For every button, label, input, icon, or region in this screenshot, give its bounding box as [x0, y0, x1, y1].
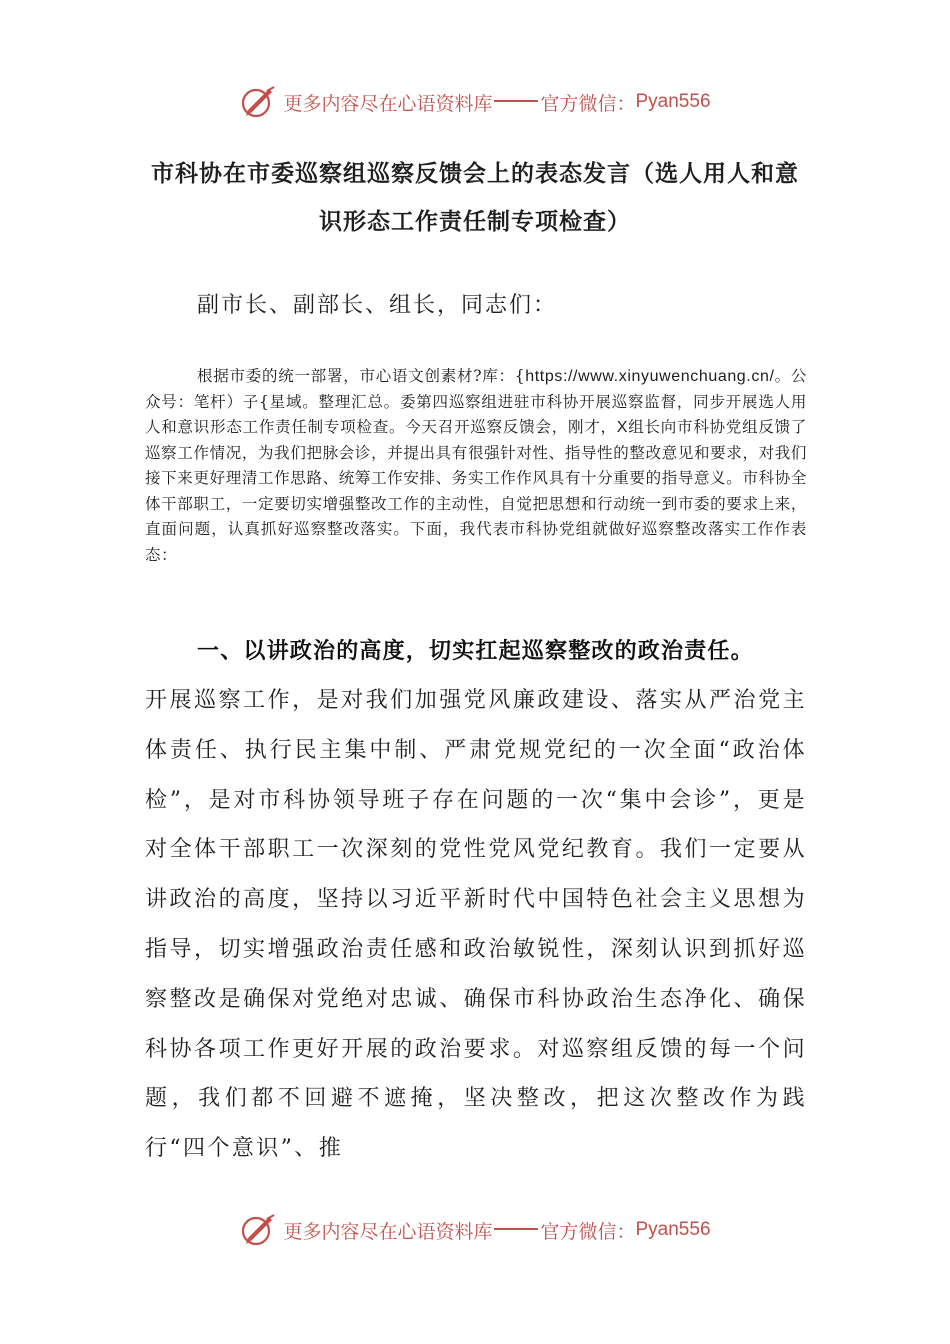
banner-contact-id: Pyan556	[635, 91, 711, 112]
section-1-heading: 一、以讲政治的高度，切实扛起巡察整改的政治责任。	[197, 638, 754, 664]
intro-text-3: 组长向市科协党组反馈了巡察工作情况，为我们把脉会诊，并提出具有很强针对性、指导性的整改意见和要求，对我们接下来更好理清工作思路、统筹工作安排、务实工作作风具有十分重要的指导意义。市科协全体干部职工，一定要切实增强整改工作的主动性，自觉把思想和行动统一到市委的要求上来，直面问题，认真抓好巡察整改落实。下面，我代表市科协党组就做好巡察整改落实工作作表态：	[145, 418, 807, 564]
intro-paragraph	[145, 364, 807, 568]
banner-main-text: 更多内容尽在心语资料库	[283, 92, 493, 115]
banner-contact-label: 官方微信：	[540, 92, 636, 115]
section-1-body: 开展巡察工作，是对我们加强党风廉政建设、落实从严治党主体责任、执行民主集中制、严肃党规党纪的一次全面“政治体检”，是对市科协领导班子存在问题的一次“集中会诊”，更是对全体干部职工一次深刻的党性党风党纪教育。我们一定要从讲政治的高度，坚持以习近平新时代中国特色社会主义思想为指导，切实增强政治责任感和政治敏锐性，深刻认识到抓好巡察整改是确保对党绝对忠诚、确保市科协政治生态净化、确保科协各项工作更好开展的政治要求。对巡察组反馈的每一个问题，我们都不回避不遮掩，坚决整改，把这次整改作为践行“四个意识”、推	[145, 688, 807, 1162]
footer-watermark-banner	[0, 1208, 950, 1252]
intro-url: https://www.xinyuwenchuang.cn/	[525, 368, 775, 385]
intro-text-2: 。公众号：笔杆）子{星域。整理汇总。委第四巡察组进驻市科协开展巡察监督，同步开展选人用人和意识形态工作责任制专项检查。今天召开巡察反馈会，刚才，	[145, 367, 807, 436]
pen-logo-icon	[239, 83, 279, 121]
intro-text-1: 根据市委的统一部署，市心语文创素材?库：{	[197, 367, 526, 385]
banner-main-text: 更多内容尽在心语资料库	[283, 1220, 493, 1243]
banner-dash	[494, 100, 538, 102]
header-watermark-banner	[0, 80, 950, 124]
document-title: 市科协在市委巡察组巡察反馈会上的表态发言（选人用人和意识形态工作责任制专项检查）	[151, 160, 799, 235]
salutation: 副市长、副部长、组长，同志们：	[197, 293, 558, 318]
banner-dash	[494, 1228, 538, 1230]
pen-logo-icon	[239, 1211, 279, 1249]
banner-contact-label: 官方微信：	[540, 1220, 636, 1243]
intro-x-mark: X	[616, 419, 629, 436]
banner-contact-id: Pyan556	[635, 1219, 711, 1240]
